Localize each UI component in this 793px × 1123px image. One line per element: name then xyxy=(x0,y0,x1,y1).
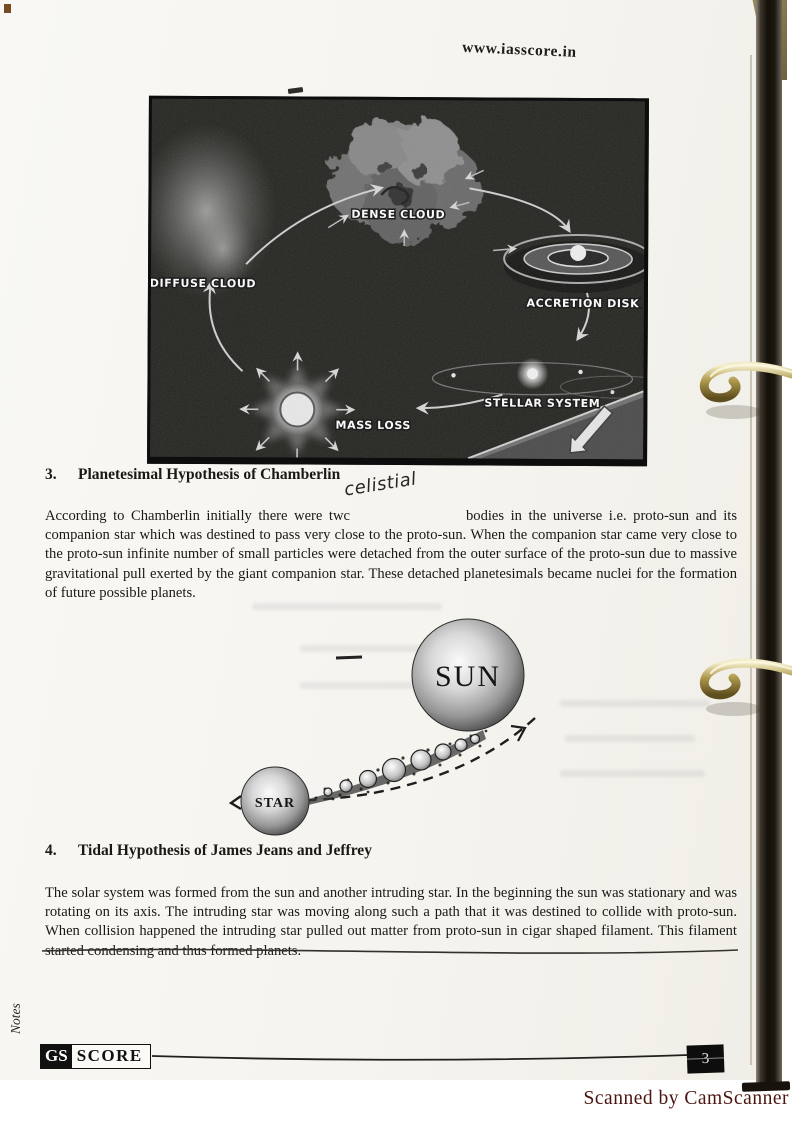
footer-separator xyxy=(40,943,740,959)
star-label: STAR xyxy=(254,796,296,811)
section4-paragraph: The solar system was formed from the sun and another intruding star. In the beginning the sun was stationary and was rotating on its axis. The intruding star was moving along such a path that it was destined to collide with proto-sun. When collision happened the intruding star pulled out matter from proto-sun in cigar shaped filament. This filament started condensing and thus formed planets. xyxy=(45,884,737,959)
sun-sphere xyxy=(412,619,524,731)
camscanner-credit: Scanned by CamScanner xyxy=(583,1088,789,1109)
tidal-hypothesis-figure xyxy=(228,598,563,846)
gs-score-logo xyxy=(40,1044,151,1069)
section4-title: Tidal Hypothesis of James Jeans and Jeffrey xyxy=(78,842,372,859)
section4-number: 4. xyxy=(45,842,57,859)
section3-text-after: bodies in the universe i.e. proto-sun and its companion star which was destined to pass very close to the proto-sun. When the companion star came very close to the proto-sun infinite number of small particles were detached from the outer surface of the proto-sun due to massive gravitational pull exerted by the giant companion star. These detached planetesimals became nuclei for the formation of future possible planets. xyxy=(45,507,737,602)
bleedthrough-smudge xyxy=(565,735,695,742)
section3-title: Planetesimal Hypothesis of Chamberlin xyxy=(78,466,341,483)
page-stack-shadow xyxy=(756,0,782,1086)
section3-paragraph xyxy=(45,507,737,604)
section3-number: 3. xyxy=(45,466,57,483)
sun-label: SUN xyxy=(434,660,502,693)
scan-speck xyxy=(4,4,11,13)
star-sphere xyxy=(241,767,309,835)
trajectory-arrowhead-left xyxy=(231,796,241,809)
stellar-cycle-svg xyxy=(150,99,645,460)
dense-cloud-label: DENSE CLOUD xyxy=(351,207,446,222)
binder-ring-top xyxy=(692,358,792,428)
notes-label: Notes xyxy=(8,1003,23,1034)
accretion-disk-label: ACCRETION DISK xyxy=(526,296,640,311)
short-dash-mark xyxy=(336,657,362,658)
ring-shadow xyxy=(706,405,762,419)
mass-loss-label: MASS LOSS xyxy=(335,418,411,433)
binder-ring-bottom xyxy=(692,655,792,725)
section4-heading xyxy=(45,842,735,860)
website-url: www.iasscore.in xyxy=(461,38,578,61)
footer-rule xyxy=(152,1050,688,1066)
page-number-box xyxy=(687,1044,725,1073)
section3-text-before: According to Chamberlin initially there were twc xyxy=(45,507,350,524)
tidal-figure-svg xyxy=(228,598,563,846)
diffuse-cloud-label: DIFFUSE CLOUD xyxy=(150,276,257,291)
stellar-cycle-figure xyxy=(147,96,649,467)
logo-gs: GS xyxy=(41,1045,72,1068)
logo-score: SCORE xyxy=(76,1046,143,1065)
bleedthrough-smudge xyxy=(560,700,710,707)
ring-shadow xyxy=(706,702,762,716)
stellar-system-label: STELLAR SYSTEM xyxy=(484,396,601,411)
handwritten-annotation: celistial xyxy=(342,468,419,501)
grain-overlay xyxy=(150,99,645,460)
bleedthrough-smudge xyxy=(560,770,705,777)
page-edge-line xyxy=(750,55,752,1065)
